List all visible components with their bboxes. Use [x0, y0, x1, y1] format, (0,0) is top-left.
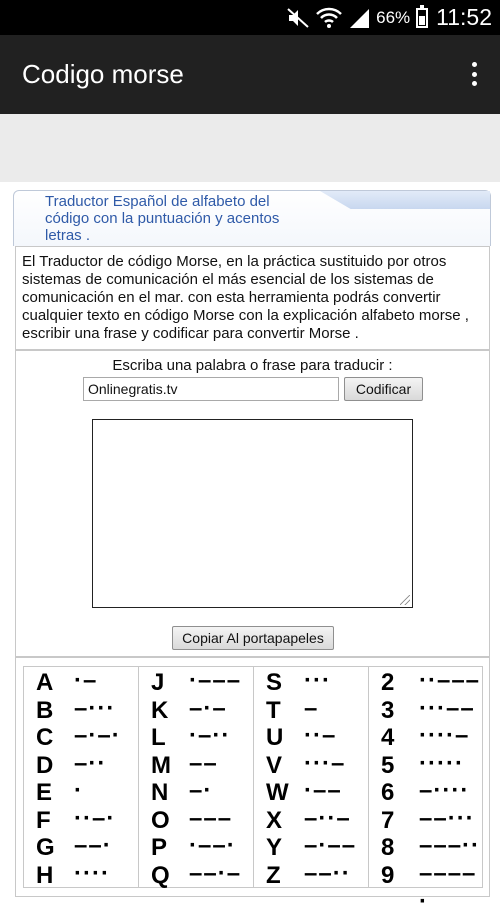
- morse-cell: [369, 695, 484, 723]
- morse-letter: Q: [151, 861, 170, 889]
- tab-decoration: [320, 191, 490, 209]
- morse-code: ··–––: [419, 667, 481, 694]
- morse-code: ·––·: [189, 832, 236, 859]
- morse-cell: [254, 832, 369, 860]
- encode-button[interactable]: Codificar: [344, 377, 423, 401]
- translator-panel: [15, 350, 490, 657]
- morse-cell: [369, 859, 484, 915]
- morse-code: ·––: [304, 777, 342, 804]
- morse-letter: P: [151, 834, 168, 861]
- morse-code: ·–: [74, 667, 98, 694]
- morse-letter: S: [266, 669, 283, 696]
- morse-letter: K: [151, 696, 169, 724]
- morse-cell: [369, 777, 484, 805]
- morse-code: –·: [189, 777, 213, 804]
- morse-code: ––––·: [419, 859, 477, 915]
- morse-cell: [254, 695, 369, 723]
- morse-letter: 2: [381, 669, 395, 696]
- morse-cell: [24, 777, 139, 805]
- morse-code: ––··: [304, 859, 351, 887]
- morse-code: ···–: [304, 749, 346, 777]
- morse-letter: Y: [266, 834, 283, 861]
- morse-cell: [139, 832, 254, 860]
- morse-letter: 5: [381, 751, 395, 779]
- morse-code: –··–: [304, 804, 351, 832]
- morse-cell: [24, 667, 139, 695]
- morse-code: ·: [74, 777, 83, 804]
- morse-code: ·····: [419, 749, 464, 777]
- section-tab-header: [13, 190, 491, 246]
- morse-cell: [24, 722, 139, 750]
- battery-icon: [416, 8, 428, 28]
- wifi-icon: [316, 7, 342, 29]
- morse-cell: [24, 695, 139, 723]
- morse-letter: B: [36, 696, 54, 724]
- morse-letter: 9: [381, 861, 395, 889]
- morse-letter: G: [36, 834, 55, 861]
- morse-cell: [254, 777, 369, 805]
- morse-letter: V: [266, 751, 283, 779]
- morse-letter: 3: [381, 696, 395, 724]
- status-bar: [0, 0, 500, 35]
- morse-cell: [254, 750, 369, 778]
- morse-letter: 7: [381, 806, 395, 834]
- morse-cell: [139, 860, 254, 888]
- morse-cell: [139, 805, 254, 833]
- morse-code: ····: [74, 859, 110, 887]
- morse-cell: [369, 722, 484, 750]
- morse-code: –·–: [189, 694, 227, 722]
- morse-cell: [369, 750, 484, 778]
- morse-code: ––·–: [189, 859, 242, 887]
- morse-code: –··: [74, 749, 107, 777]
- morse-letter: 8: [381, 834, 395, 861]
- phrase-input[interactable]: [83, 377, 339, 401]
- morse-code: ··–: [304, 722, 337, 749]
- morse-code: ··–·: [74, 804, 116, 832]
- morse-output-textarea[interactable]: [92, 419, 413, 608]
- clock: 11:52: [436, 4, 492, 30]
- morse-letter: F: [36, 806, 51, 834]
- morse-code: ––···: [419, 804, 475, 832]
- morse-cell: [139, 667, 254, 695]
- morse-cell: [139, 695, 254, 723]
- morse-code: ·–··: [189, 722, 231, 749]
- morse-letter: U: [266, 724, 284, 751]
- battery-percent: 66%: [376, 7, 411, 27]
- morse-cell: [24, 860, 139, 888]
- mute-icon: [286, 7, 310, 29]
- app-title: Codigo morse: [22, 59, 184, 89]
- morse-letter: 4: [381, 724, 395, 751]
- morse-letter: N: [151, 779, 169, 806]
- description-text: El Traductor de código Morse, en la práctica sustituido por otros sistemas de comunicación el más esencial de los sistemas de comunicación en el mar. con esta herramienta podrás convertir cualquier texto en código Morse con la explicación alfabeto morse , escribir una frase y codificar para convertir Morse .: [15, 246, 490, 350]
- morse-code: –·––: [304, 832, 357, 859]
- morse-code: –––··: [419, 832, 481, 859]
- morse-alphabet-panel: [15, 657, 490, 915]
- morse-code: ···: [304, 667, 331, 694]
- morse-cell: [139, 750, 254, 778]
- morse-cell: [24, 750, 139, 778]
- morse-letter: H: [36, 861, 54, 889]
- morse-code: –––: [189, 804, 233, 832]
- morse-code: –: [304, 694, 319, 722]
- morse-cell: [254, 805, 369, 833]
- morse-letter: E: [36, 779, 53, 806]
- app-bar: [0, 35, 500, 114]
- morse-letter: L: [151, 724, 166, 751]
- morse-code: –···: [74, 694, 116, 722]
- morse-letter: A: [36, 669, 54, 696]
- morse-cell: [254, 860, 369, 888]
- morse-cell: [24, 832, 139, 860]
- morse-cell: [139, 777, 254, 805]
- morse-letter: X: [266, 806, 283, 834]
- morse-code: ·–––: [189, 667, 242, 694]
- morse-cell: [254, 722, 369, 750]
- morse-cell: [139, 722, 254, 750]
- morse-code: ––: [189, 749, 218, 777]
- status-icons: [286, 0, 492, 35]
- section-title: Traductor Español de alfabeto del código con la puntuación y acentos letras .: [45, 193, 280, 244]
- morse-code: ···––: [419, 694, 475, 722]
- morse-code: –····: [419, 777, 470, 804]
- morse-letter: O: [151, 806, 170, 834]
- copy-to-clipboard-button[interactable]: Copiar Al portapapeles: [172, 626, 334, 650]
- morse-cell: [369, 832, 484, 860]
- morse-cell: [369, 667, 484, 695]
- overflow-menu-icon[interactable]: [472, 62, 478, 86]
- morse-cell: [254, 667, 369, 695]
- morse-alphabet-table: [23, 666, 483, 915]
- signal-icon: [348, 7, 370, 29]
- morse-letter: M: [151, 751, 171, 779]
- morse-letter: W: [266, 779, 289, 806]
- morse-letter: D: [36, 751, 54, 779]
- morse-cell: [369, 805, 484, 833]
- morse-code: ––·: [74, 832, 112, 859]
- morse-letter: J: [151, 669, 165, 696]
- morse-letter: T: [266, 696, 281, 724]
- morse-letter: 6: [381, 779, 395, 806]
- ad-banner-area: [0, 114, 500, 182]
- input-prompt: Escriba una palabra o frase para traducir :: [112, 357, 393, 374]
- morse-code: ····–: [419, 722, 470, 749]
- morse-letter: Z: [266, 861, 281, 889]
- resize-grip-icon[interactable]: [400, 595, 410, 605]
- morse-code: –·–·: [74, 722, 121, 749]
- morse-letter: C: [36, 724, 54, 751]
- morse-cell: [24, 805, 139, 833]
